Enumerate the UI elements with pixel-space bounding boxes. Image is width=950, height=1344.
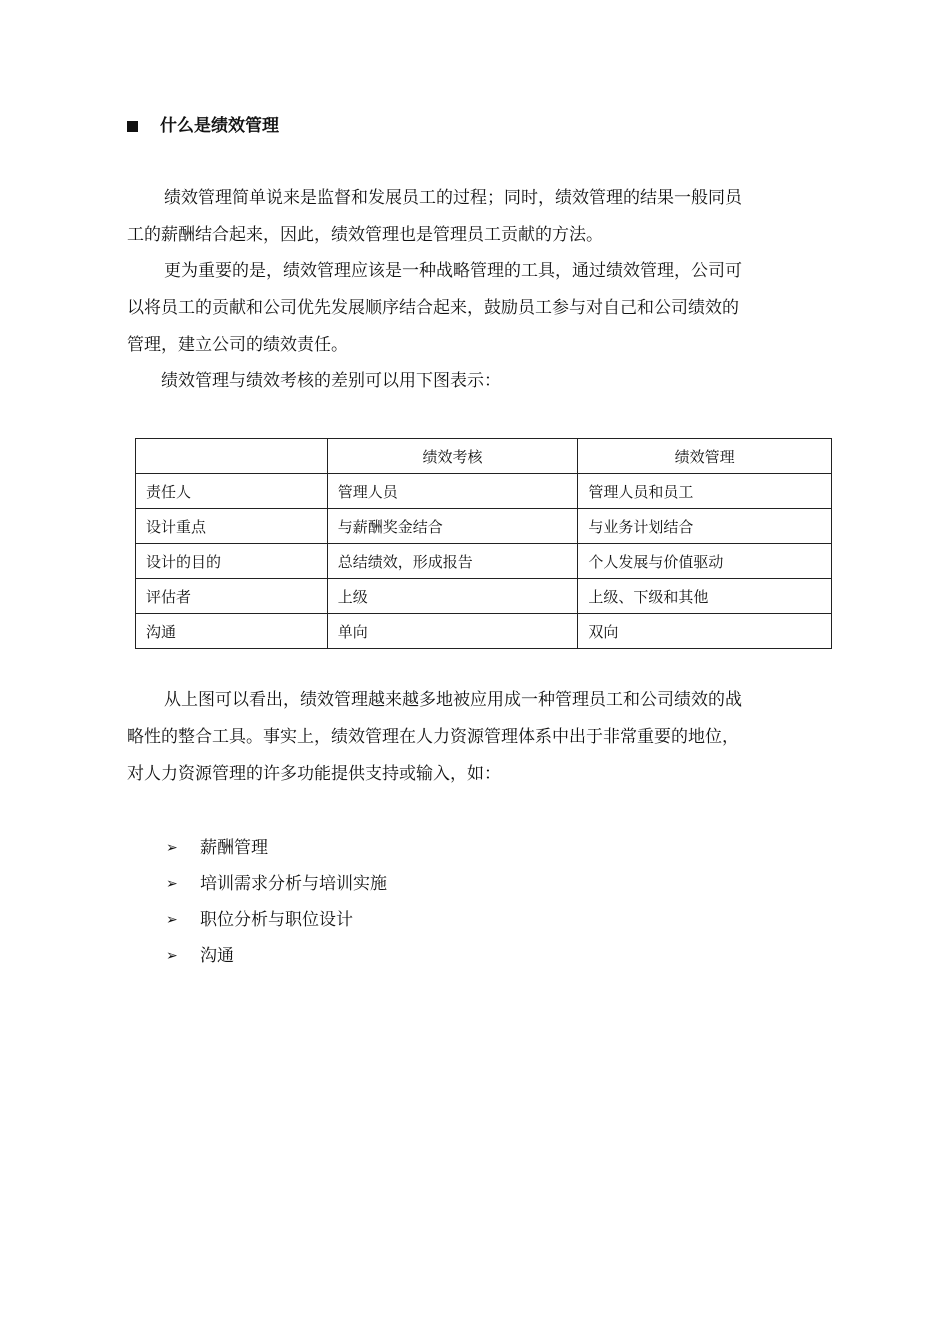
table-cell: 上级、下级和其他 xyxy=(578,579,832,614)
list-item-label: 薪酬管理 xyxy=(200,838,268,858)
paragraph-line: 从上图可以看出，绩效管理越来越多地被应用成一种管理员工和公司绩效的战 xyxy=(164,690,742,710)
arrow-bullet-icon: ➢ xyxy=(166,840,178,856)
list-item-label: 培训需求分析与培训实施 xyxy=(200,874,387,894)
list-item xyxy=(166,938,387,974)
paragraph-line: 管理，建立公司的绩效责任。 xyxy=(127,335,348,355)
arrow-bullet-icon: ➢ xyxy=(166,948,178,964)
section-heading xyxy=(127,114,279,138)
list-item xyxy=(166,902,387,938)
table-cell: 与薪酬奖金结合 xyxy=(327,509,578,544)
comparison-table xyxy=(135,438,832,649)
table-header-row xyxy=(136,439,832,474)
paragraph-line: 绩效管理与绩效考核的差别可以用下图表示： xyxy=(161,371,501,391)
list-item-label: 职位分析与职位设计 xyxy=(200,910,353,930)
paragraph-line: 以将员工的贡献和公司优先发展顺序结合起来，鼓励员工参与对自己和公司绩效的 xyxy=(127,298,739,318)
table-cell: 双向 xyxy=(578,614,832,649)
table-cell: 设计重点 xyxy=(136,509,328,544)
table-header-cell xyxy=(136,439,328,474)
table-cell: 评估者 xyxy=(136,579,328,614)
square-bullet-icon xyxy=(127,121,138,132)
table-cell: 总结绩效，形成报告 xyxy=(327,544,578,579)
table-header-cell: 绩效考核 xyxy=(327,439,578,474)
paragraph-table-intro xyxy=(127,363,827,400)
list-item-label: 沟通 xyxy=(200,946,234,966)
table-cell: 沟通 xyxy=(136,614,328,649)
table-cell: 管理人员 xyxy=(327,474,578,509)
arrow-bullet-icon: ➢ xyxy=(166,876,178,892)
table-row xyxy=(136,579,832,614)
table-row xyxy=(136,509,832,544)
paragraph-line: 工的薪酬结合起来，因此，绩效管理也是管理员工贡献的方法。 xyxy=(127,225,603,245)
list-item xyxy=(166,866,387,902)
paragraph-line: 略性的整合工具。事实上，绩效管理在人力资源管理体系中出于非常重要的地位， xyxy=(127,727,739,747)
table-cell: 个人发展与价值驱动 xyxy=(578,544,832,579)
table-cell: 管理人员和员工 xyxy=(578,474,832,509)
paragraph-line: 对人力资源管理的许多功能提供支持或输入，如： xyxy=(127,764,501,784)
table-row xyxy=(136,544,832,579)
list-item xyxy=(166,830,387,866)
paragraph-importance xyxy=(127,253,827,364)
paragraph-conclusion xyxy=(127,682,827,793)
table-header-cell: 绩效管理 xyxy=(578,439,832,474)
table-row xyxy=(136,614,832,649)
section-title: 什么是绩效管理 xyxy=(160,116,279,136)
paragraph-definition xyxy=(127,180,827,254)
table-cell: 设计的目的 xyxy=(136,544,328,579)
table-cell: 上级 xyxy=(327,579,578,614)
table-cell: 与业务计划结合 xyxy=(578,509,832,544)
paragraph-line: 更为重要的是，绩效管理应该是一种战略管理的工具，通过绩效管理，公司可 xyxy=(164,261,742,281)
table-row xyxy=(136,474,832,509)
paragraph-line: 绩效管理简单说来是监督和发展员工的过程；同时，绩效管理的结果一般同员 xyxy=(164,188,742,208)
table-cell: 责任人 xyxy=(136,474,328,509)
arrow-bullet-icon: ➢ xyxy=(166,912,178,928)
table-cell: 单向 xyxy=(327,614,578,649)
function-list xyxy=(166,830,387,974)
